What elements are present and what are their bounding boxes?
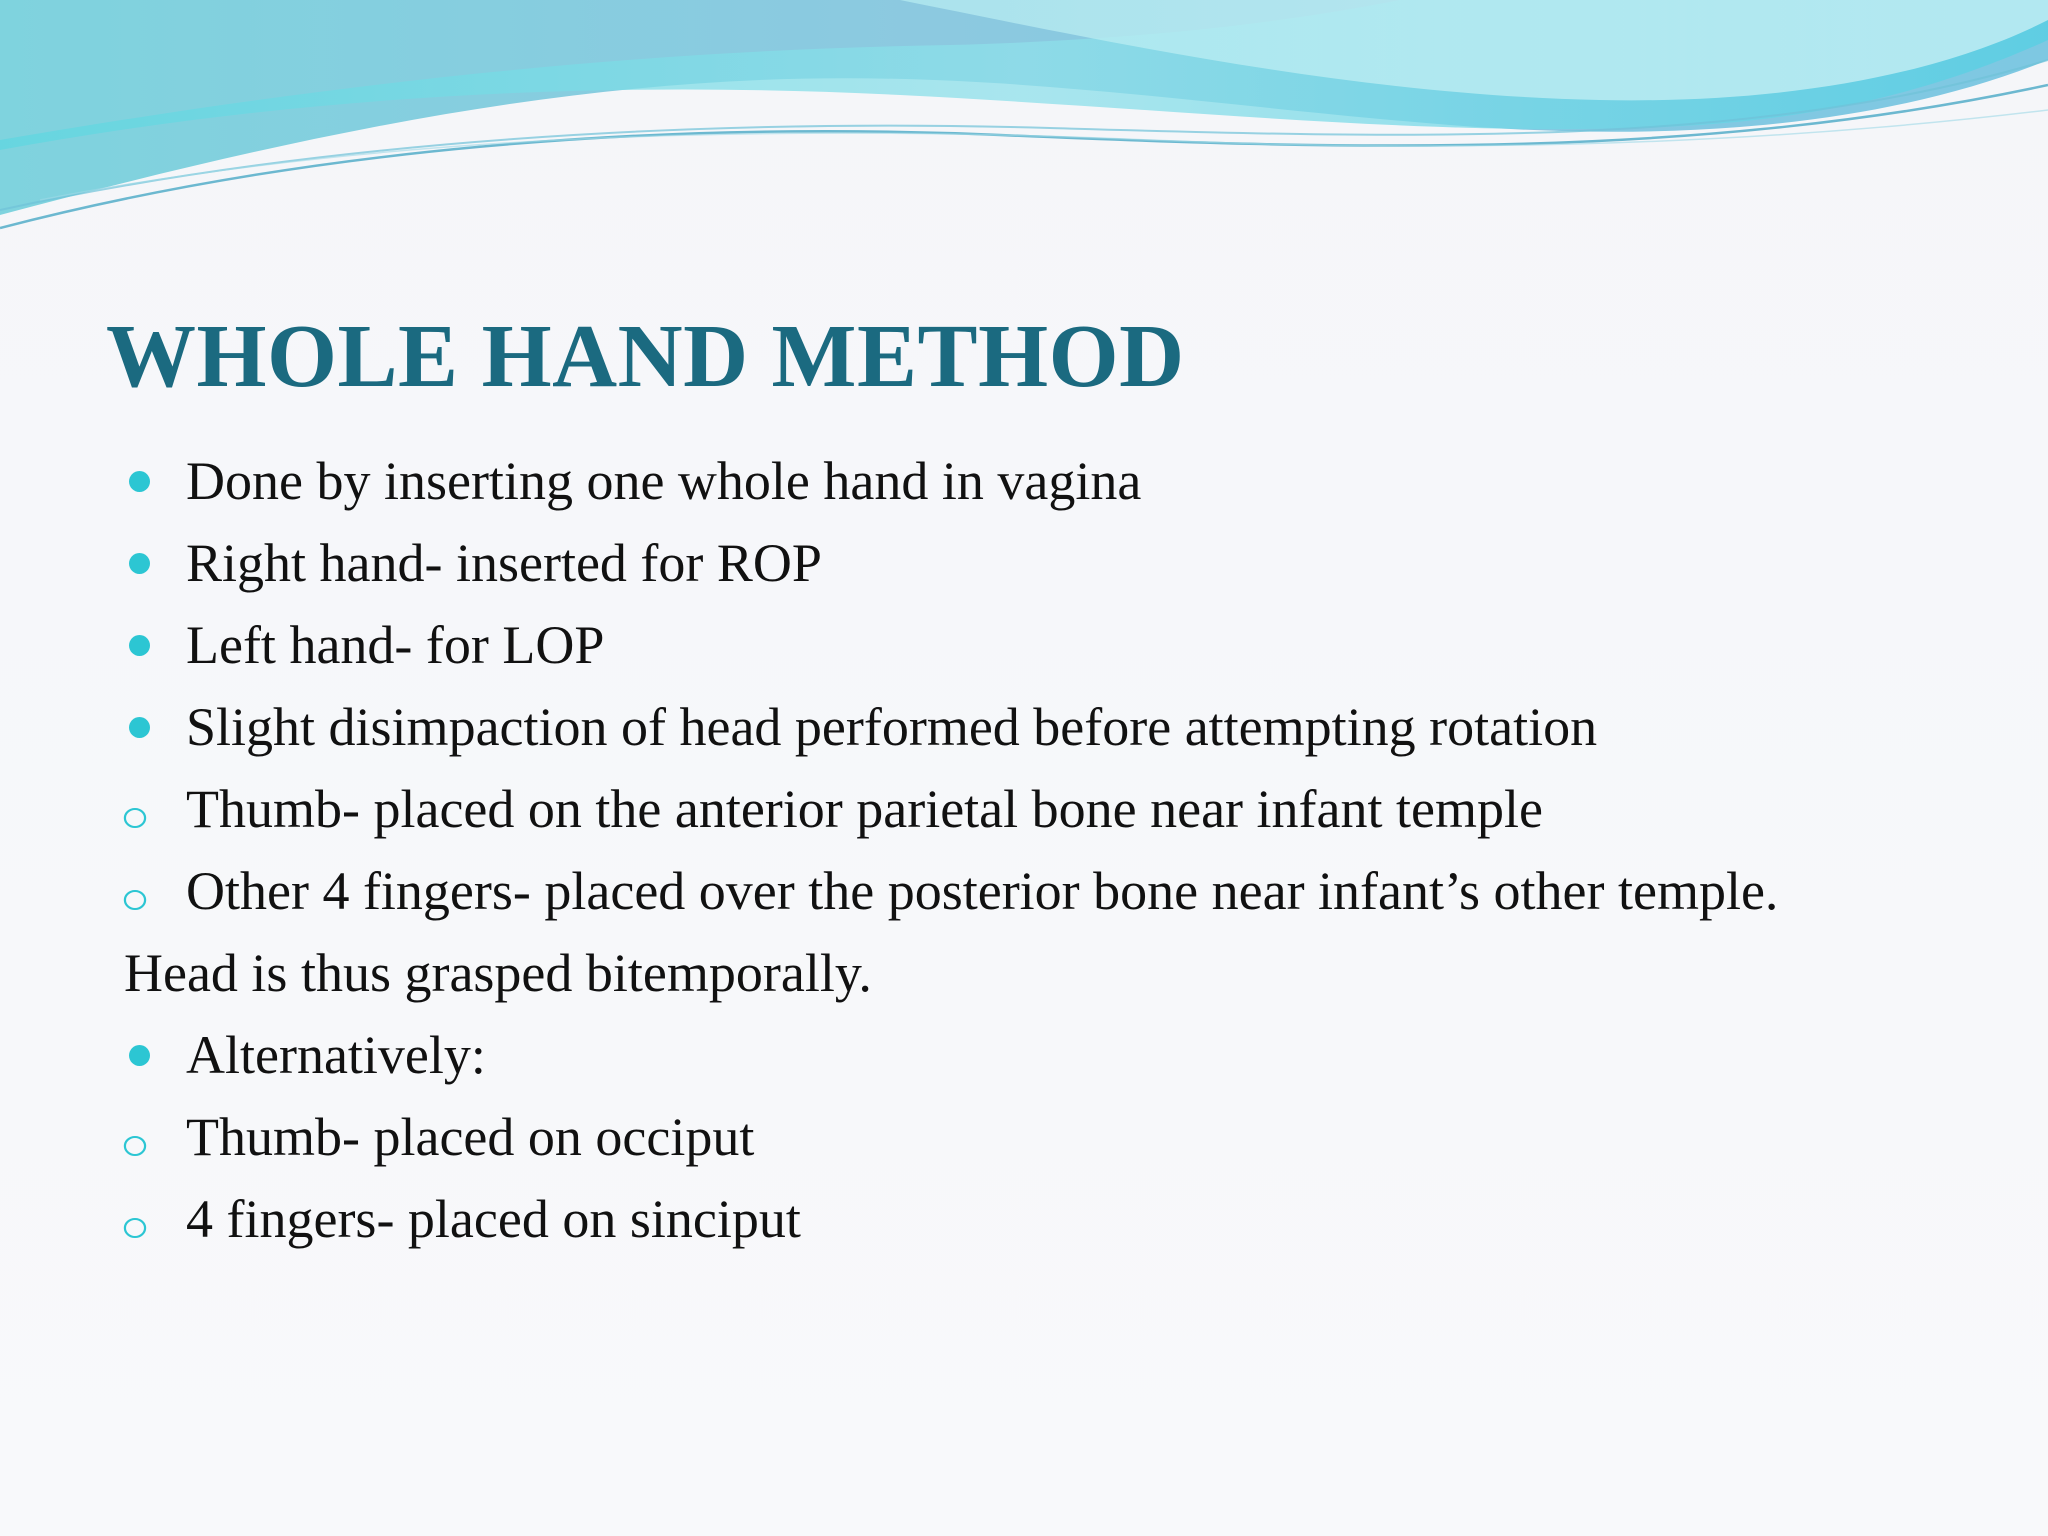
bullet-circle-icon xyxy=(124,1218,146,1238)
list-item-text: Slight disimpaction of head performed before attempting rotation xyxy=(186,697,1598,757)
list-item-text: Done by inserting one whole hand in vagina xyxy=(186,451,1142,511)
list-item-text: Left hand- for LOP xyxy=(186,615,605,675)
list-item-text: Thumb- placed on occiput xyxy=(186,1107,755,1167)
bullet-dot-icon xyxy=(129,717,150,738)
bullet-dot-icon xyxy=(129,635,150,656)
bullet-circle-icon xyxy=(124,808,146,828)
sub-list-item xyxy=(0,1178,2048,1260)
bullet-list xyxy=(0,440,2048,1260)
list-item-text: Other 4 fingers- placed over the posterior bone near infant’s other temple. xyxy=(186,861,1779,921)
list-item xyxy=(0,1014,2048,1096)
list-item xyxy=(0,604,2048,686)
paragraph-line xyxy=(0,932,2048,1014)
list-item-text: Right hand- inserted for ROP xyxy=(186,533,822,593)
list-item-text: Thumb- placed on the anterior parietal bone near infant temple xyxy=(186,779,1543,839)
list-item-text: 4 fingers- placed on sinciput xyxy=(186,1189,801,1249)
list-item xyxy=(0,440,2048,522)
list-item xyxy=(0,686,2048,768)
slide-title: WHOLE HAND METHOD xyxy=(106,307,1185,406)
bullet-dot-icon xyxy=(129,471,150,492)
sub-list-item xyxy=(0,768,2048,850)
paragraph-text: Head is thus grasped bitemporally. xyxy=(124,943,872,1003)
sub-list-item xyxy=(0,1096,2048,1178)
list-item-text: Alternatively: xyxy=(186,1025,486,1085)
bullet-dot-icon xyxy=(129,553,150,574)
sub-list-item xyxy=(0,850,2048,932)
decorative-wave-header xyxy=(0,0,2048,240)
list-item xyxy=(0,522,2048,604)
bullet-dot-icon xyxy=(129,1045,150,1066)
bullet-circle-icon xyxy=(124,890,146,910)
bullet-circle-icon xyxy=(124,1136,146,1156)
